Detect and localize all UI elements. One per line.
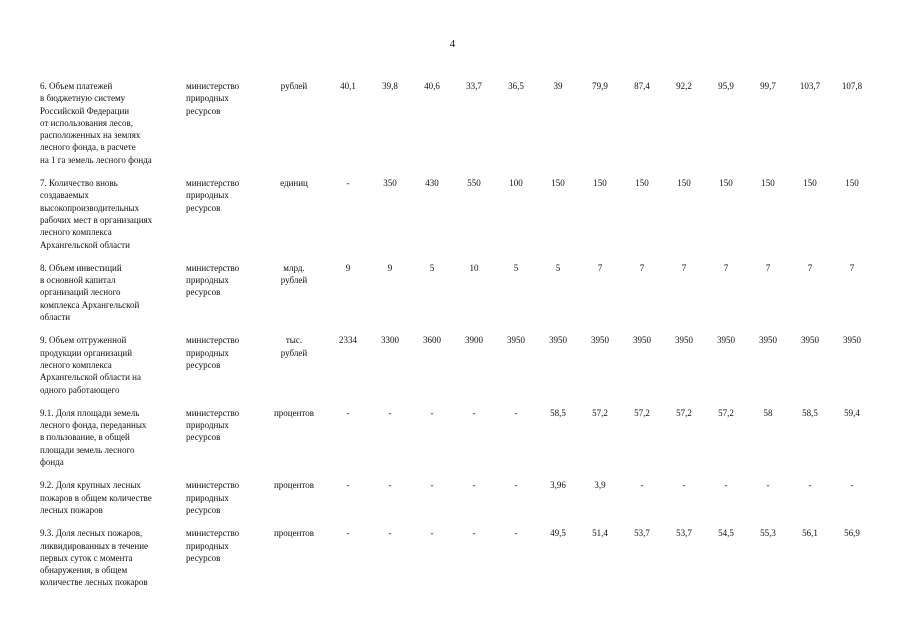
responsible-executor-line: ресурсов	[186, 504, 221, 515]
value-cell: -	[724, 480, 728, 491]
value-cell: -	[766, 480, 770, 491]
indicator-name-line: области	[40, 312, 71, 323]
unit-of-measure-line: млрд.	[283, 262, 305, 273]
value-cell: 49,5	[550, 528, 566, 539]
indicator-name	[40, 527, 186, 588]
unit-of-measure	[261, 262, 327, 323]
indicator-name-line: расположенных на землях	[40, 130, 141, 141]
responsible-executor	[186, 262, 261, 323]
value-cell: 150	[593, 178, 607, 189]
indicator-name-line: в бюджетную систему	[40, 93, 126, 104]
value-cell: -	[850, 480, 854, 491]
indicator-name-line: 9.3. Доля лесных пожаров,	[40, 528, 143, 539]
unit-of-measure	[261, 479, 327, 516]
value-cell: 7	[849, 262, 855, 273]
responsible-executor-line: министерство	[186, 262, 240, 273]
indicator-name-line: лесного фонда, в расчете	[40, 142, 136, 153]
row-spacer	[40, 516, 873, 527]
indicator-name-line: лесных пожаров	[40, 504, 103, 515]
responsible-executor-line: ресурсов	[186, 105, 221, 116]
responsible-executor-line: ресурсов	[186, 202, 221, 213]
value-cell: 56,1	[802, 528, 818, 539]
row-spacer	[40, 396, 873, 407]
value-cell: 3950	[591, 335, 609, 346]
value-cell: 3,96	[550, 480, 566, 491]
value-cell: 58	[763, 407, 773, 418]
responsible-executor-line: министерство	[186, 407, 240, 418]
value-cell: 57,2	[592, 407, 608, 418]
value-cell: -	[430, 480, 434, 491]
row-spacer	[40, 468, 873, 479]
value-cell: 7	[765, 262, 771, 273]
value-cell: -	[472, 407, 476, 418]
value-cell: 7	[681, 262, 687, 273]
responsible-executor-line: природных	[186, 93, 229, 104]
value-cell: 57,2	[634, 407, 650, 418]
row-spacer-cell	[40, 323, 873, 334]
value-cell: 5	[429, 262, 435, 273]
value-cell: 3950	[801, 335, 819, 346]
value-cell: -	[472, 528, 476, 539]
value-cell: -	[514, 407, 518, 418]
value-cell: 150	[719, 178, 733, 189]
page-number: 4	[449, 38, 456, 50]
value-cell: 150	[677, 178, 691, 189]
indicators-table	[40, 80, 873, 589]
value-cell: 58,5	[802, 407, 818, 418]
value-cell: 3300	[381, 335, 399, 346]
value-cell: 39	[553, 81, 563, 91]
indicator-name-line: высокопроизводительных	[40, 202, 140, 213]
value-cell: 150	[803, 178, 817, 189]
value-cell: -	[346, 528, 350, 539]
indicator-name-line: 9.1. Доля площади земель	[40, 407, 140, 418]
responsible-executor	[186, 177, 261, 251]
row-spacer	[40, 251, 873, 262]
value-cell: -	[430, 407, 434, 418]
row-spacer-cell	[40, 166, 873, 177]
row-spacer-cell	[40, 251, 873, 262]
value-cell: 7	[723, 262, 729, 273]
responsible-executor-line: министерство	[186, 528, 240, 539]
unit-of-measure-line: тыс.	[285, 335, 303, 346]
value-cell: -	[346, 407, 350, 418]
value-cell: 57,2	[718, 407, 734, 418]
value-cell: 40,1	[340, 81, 356, 91]
row-spacer	[40, 166, 873, 177]
indicator-name-line: организаций лесного	[40, 287, 121, 298]
value-cell: 3950	[549, 335, 567, 346]
unit-of-measure-line: рублей	[280, 275, 308, 286]
unit-of-measure-line: процентов	[273, 407, 314, 418]
responsible-executor	[186, 80, 261, 166]
value-cell: 57,2	[676, 407, 692, 418]
value-cell: 3950	[633, 335, 651, 346]
unit-of-measure	[261, 80, 327, 166]
value-cell: -	[388, 480, 392, 491]
indicator-name-line: Российской Федерации	[40, 105, 130, 116]
indicator-name-line: продукции организаций	[40, 347, 133, 358]
value-cell: 58,5	[550, 407, 566, 418]
indicator-name-line: в основной капитал	[40, 275, 116, 286]
table-row	[40, 334, 873, 395]
indicator-name-line: 9.2. Доля крупных лесных	[40, 480, 141, 491]
value-cell: -	[388, 407, 392, 418]
indicator-name-line: создаваемых	[40, 190, 89, 201]
indicator-name-line: в пользование, в общей	[40, 432, 130, 443]
indicator-name-line: рабочих мест в организациях	[40, 214, 153, 225]
indicator-name-line: лесного комплекса	[40, 359, 112, 370]
value-cell: 3950	[675, 335, 693, 346]
value-cell: 92,2	[676, 81, 692, 91]
value-cell: 100	[509, 178, 523, 189]
value-cell: 5	[513, 262, 519, 273]
responsible-executor	[186, 407, 261, 468]
value-cell: 107,8	[841, 81, 863, 91]
indicator-name-line: 8. Объем инвестиций	[40, 262, 122, 273]
indicator-name	[40, 334, 186, 395]
value-cell: 9	[387, 262, 393, 273]
indicator-name-line: 6. Объем платежей	[40, 81, 113, 91]
value-cell: 3600	[423, 335, 441, 346]
value-cell: -	[430, 528, 434, 539]
value-cell: 33,7	[466, 81, 482, 91]
value-cell: 7	[807, 262, 813, 273]
responsible-executor-line: министерство	[186, 335, 240, 346]
responsible-executor-line: министерство	[186, 178, 240, 189]
responsible-executor-line: природных	[186, 275, 229, 286]
value-cell: 51,4	[592, 528, 608, 539]
row-spacer	[40, 323, 873, 334]
value-cell: 36,5	[508, 81, 524, 91]
responsible-executor	[186, 527, 261, 588]
table-row	[40, 479, 873, 516]
table-row	[40, 177, 873, 251]
value-cell: 550	[467, 178, 481, 189]
value-cell: 55,3	[760, 528, 776, 539]
unit-of-measure-line: единиц	[280, 178, 308, 189]
indicator-name	[40, 479, 186, 516]
responsible-executor-line: ресурсов	[186, 287, 221, 298]
value-cell: 150	[635, 178, 649, 189]
indicator-name-line: 9. Объем отгруженной	[40, 335, 127, 346]
value-cell: 40,6	[424, 81, 440, 91]
indicator-name-line: 7. Количество вновь	[40, 178, 118, 189]
value-cell: 99,7	[760, 81, 776, 91]
value-cell: 7	[639, 262, 645, 273]
responsible-executor-line: природных	[186, 540, 229, 551]
unit-of-measure-line: рублей	[280, 347, 308, 358]
value-cell: 3950	[759, 335, 777, 346]
value-cell: 10	[469, 262, 479, 273]
indicator-name-line: лесного фонда, переданных	[40, 420, 147, 431]
value-cell: 350	[383, 178, 397, 189]
unit-of-measure-line: процентов	[273, 480, 314, 491]
value-cell: 87,4	[634, 81, 650, 91]
value-cell: 54,5	[718, 528, 734, 539]
responsible-executor	[186, 334, 261, 395]
indicator-name	[40, 262, 186, 323]
value-cell: 3950	[843, 335, 861, 346]
unit-of-measure	[261, 334, 327, 395]
indicator-name-line: ликвидированных в течение	[40, 540, 149, 551]
value-cell: -	[472, 480, 476, 491]
value-cell: -	[346, 178, 350, 189]
unit-of-measure-line: рублей	[280, 81, 308, 91]
responsible-executor-line: природных	[186, 190, 229, 201]
indicator-name-line: Архангельской области на	[40, 372, 141, 383]
indicator-name	[40, 407, 186, 468]
value-cell: 3950	[507, 335, 525, 346]
value-cell: 3,9	[594, 480, 606, 491]
indicator-name	[40, 177, 186, 251]
unit-of-measure-line: процентов	[273, 528, 314, 539]
table-row	[40, 80, 873, 166]
indicator-name-line: площади земель лесного	[40, 444, 135, 455]
unit-of-measure	[261, 527, 327, 588]
responsible-executor-line: природных	[186, 347, 229, 358]
responsible-executor-line: ресурсов	[186, 359, 221, 370]
responsible-executor-line: природных	[186, 492, 229, 503]
value-cell: 53,7	[634, 528, 650, 539]
value-cell: 2334	[339, 335, 357, 346]
indicator-name-line: комплекса Архангельской	[40, 299, 140, 310]
indicator-name-line: одного работающего	[40, 384, 120, 395]
value-cell: 9	[345, 262, 351, 273]
value-cell: 5	[555, 262, 561, 273]
indicator-name-line: первых суток с момента	[40, 552, 133, 563]
value-cell: -	[640, 480, 644, 491]
indicator-name-line: от использования лесов,	[40, 117, 134, 128]
indicator-name-line: фонда	[40, 457, 64, 468]
table-row	[40, 527, 873, 588]
value-cell: 79,9	[592, 81, 608, 91]
responsible-executor-line: ресурсов	[186, 432, 221, 443]
value-cell: 3950	[717, 335, 735, 346]
value-cell: 53,7	[676, 528, 692, 539]
value-cell: 39,8	[382, 81, 398, 91]
unit-of-measure	[261, 407, 327, 468]
value-cell: 3900	[465, 335, 483, 346]
value-cell: -	[388, 528, 392, 539]
value-cell: 95,9	[718, 81, 734, 91]
value-cell: 7	[597, 262, 603, 273]
row-spacer-cell	[40, 516, 873, 527]
row-spacer-cell	[40, 468, 873, 479]
row-spacer-cell	[40, 396, 873, 407]
responsible-executor-line: природных	[186, 420, 229, 431]
responsible-executor	[186, 479, 261, 516]
value-cell: 150	[845, 178, 859, 189]
table-row	[40, 262, 873, 323]
value-cell: -	[346, 480, 350, 491]
value-cell: -	[808, 480, 812, 491]
value-cell: -	[682, 480, 686, 491]
indicator-name-line: Архангельской области	[40, 239, 130, 250]
indicator-name-line: количестве лесных пожаров	[40, 577, 148, 588]
value-cell: -	[514, 480, 518, 491]
responsible-executor-line: ресурсов	[186, 552, 221, 563]
indicator-name-line: обнаружения, в общем	[40, 565, 128, 576]
responsible-executor-line: министерство	[186, 81, 240, 91]
value-cell: 150	[551, 178, 565, 189]
value-cell: 59,4	[844, 407, 860, 418]
responsible-executor-line: министерство	[186, 480, 240, 491]
indicator-name	[40, 80, 186, 166]
table-row	[40, 407, 873, 468]
indicators-table-body	[40, 80, 873, 589]
value-cell: 56,9	[844, 528, 860, 539]
value-cell: 430	[425, 178, 439, 189]
indicator-name-line: на 1 га земель лесного фонда	[40, 154, 152, 165]
indicator-name-line: пожаров в общем количестве	[40, 492, 152, 503]
value-cell: 150	[761, 178, 775, 189]
unit-of-measure	[261, 177, 327, 251]
value-cell: -	[514, 528, 518, 539]
indicator-name-line: лесного комплекса	[40, 227, 112, 238]
value-cell: 103,7	[799, 81, 821, 91]
